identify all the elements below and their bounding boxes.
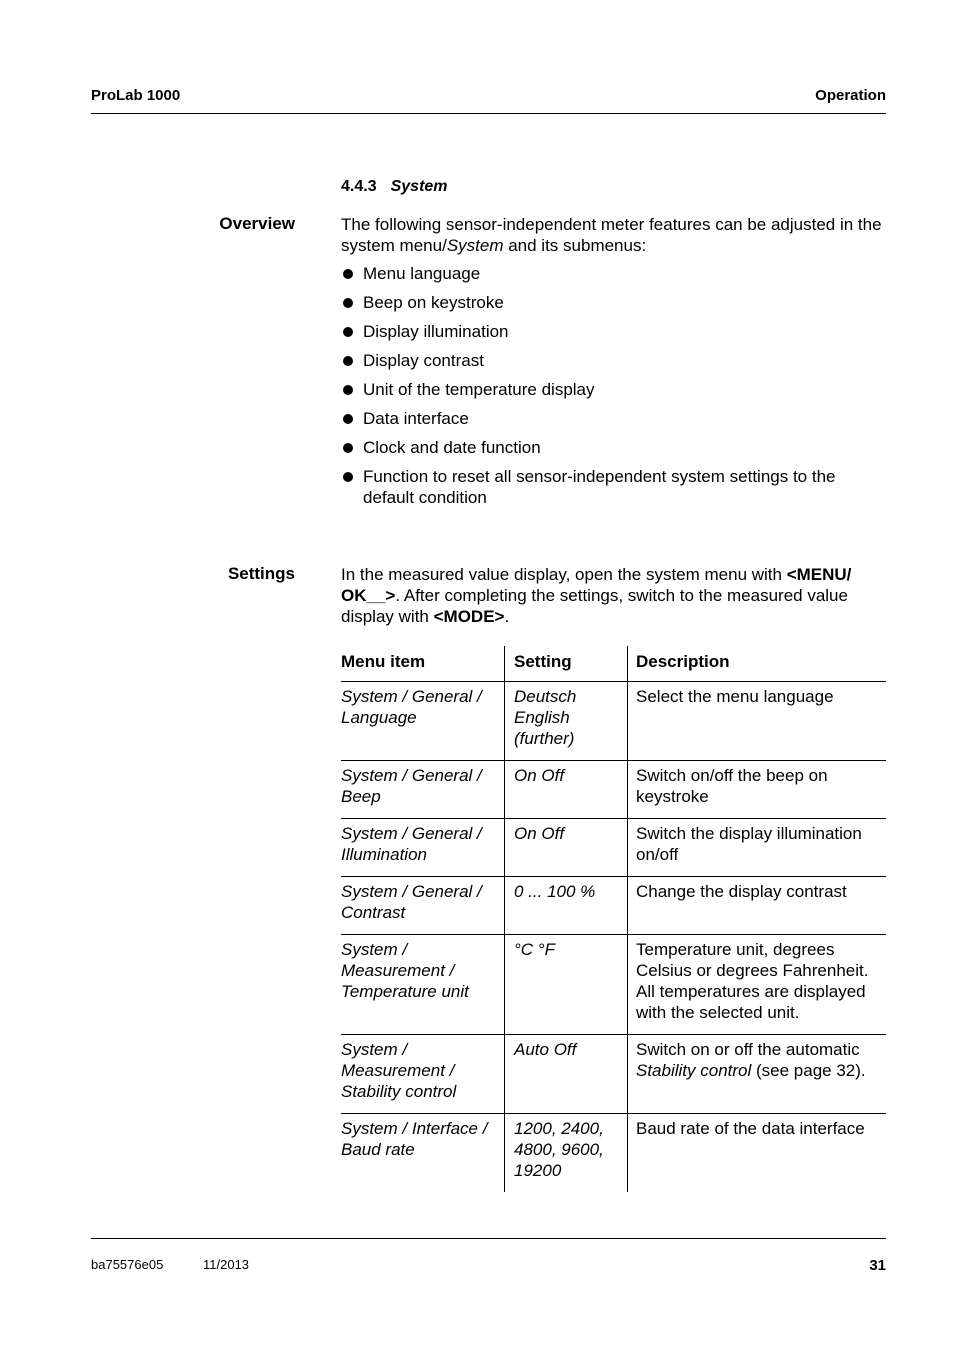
footer-doc-number: ba75576e05: [91, 1257, 164, 1272]
setting-cell: °C °F: [505, 935, 628, 1035]
list-item: Display illumination: [341, 321, 886, 342]
list-item: Clock and date function: [341, 437, 886, 458]
menu-item-cell: System / Interface / Baud rate: [341, 1114, 505, 1193]
table-row: [341, 877, 886, 935]
table-row: [341, 682, 886, 761]
list-item: Function to reset all sensor-independent system settings to the default condition: [341, 466, 886, 508]
menu-item-cell: System / General / Beep: [341, 761, 505, 819]
table-row: [341, 1035, 886, 1114]
description-cell: Baud rate of the data interface: [628, 1114, 887, 1193]
table-row: [341, 819, 886, 877]
list-item: Data interface: [341, 408, 886, 429]
running-header-section: Operation: [815, 87, 886, 104]
setting-cell: On Off: [505, 761, 628, 819]
menu-item-cell: System / Measurement / Stability control: [341, 1035, 505, 1114]
list-item: Display contrast: [341, 350, 886, 371]
bullet-icon: [343, 472, 353, 482]
description-cell: Switch the display illumination on/off: [628, 819, 887, 877]
bullet-icon: [343, 356, 353, 366]
feature-list: [341, 263, 886, 516]
bullet-icon: [343, 298, 353, 308]
settings-table: [341, 646, 886, 1192]
column-header: Description: [628, 646, 887, 682]
list-item: Menu language: [341, 263, 886, 284]
list-item: Unit of the temperature display: [341, 379, 886, 400]
footer-date: 11/2013: [203, 1257, 250, 1272]
header-rule: [91, 113, 886, 114]
column-header: Setting: [505, 646, 628, 682]
setting-cell: Auto Off: [505, 1035, 628, 1114]
page-number: 31: [869, 1257, 886, 1274]
setting-cell: 1200, 2400, 4800, 9600, 19200: [505, 1114, 628, 1193]
section-heading: [341, 178, 448, 196]
footer-rule: [91, 1238, 886, 1239]
bullet-icon: [343, 385, 353, 395]
menu-item-cell: System / Measurement / Temperature unit: [341, 935, 505, 1035]
bullet-icon: [343, 269, 353, 279]
setting-cell: Deutsch English (further): [505, 682, 628, 761]
settings-label: Settings: [227, 564, 295, 583]
setting-cell: 0 ... 100 %: [505, 877, 628, 935]
table-row: [341, 761, 886, 819]
table-row: [341, 935, 886, 1035]
menu-item-cell: System / General / Contrast: [341, 877, 505, 935]
section-title: System: [390, 178, 448, 195]
table-row: [341, 1114, 886, 1193]
menu-item-cell: System / General / Language: [341, 682, 505, 761]
running-header-title: ProLab 1000: [91, 87, 181, 104]
bullet-icon: [343, 443, 353, 453]
settings-intro: In the measured value display, open the system menu with <MENU/ OK__>. After completing the settings, switch to the measured value display with <MODE>.: [341, 565, 852, 626]
description-cell: Select the menu language: [628, 682, 887, 761]
list-item: Beep on keystroke: [341, 292, 886, 313]
table-header-row: [341, 646, 886, 682]
description-cell: Change the display contrast: [628, 877, 887, 935]
column-header: Menu item: [341, 646, 505, 682]
overview-intro: The following sensor-independent meter features can be adjusted in the system menu/System and its submenus:: [341, 215, 882, 255]
setting-cell: On Off: [505, 819, 628, 877]
description-cell: Temperature unit, degrees Celsius or degrees Fahrenheit. All temperatures are displayed with the selected unit.: [628, 935, 887, 1035]
overview-label: Overview: [219, 214, 295, 233]
menu-item-cell: System / General / Illumination: [341, 819, 505, 877]
description-cell: Switch on/off the beep on keystroke: [628, 761, 887, 819]
description-cell: Switch on or off the automatic Stability control (see page 32).: [628, 1035, 887, 1114]
bullet-icon: [343, 327, 353, 337]
bullet-icon: [343, 414, 353, 424]
section-number: 4.4.3: [341, 178, 377, 195]
